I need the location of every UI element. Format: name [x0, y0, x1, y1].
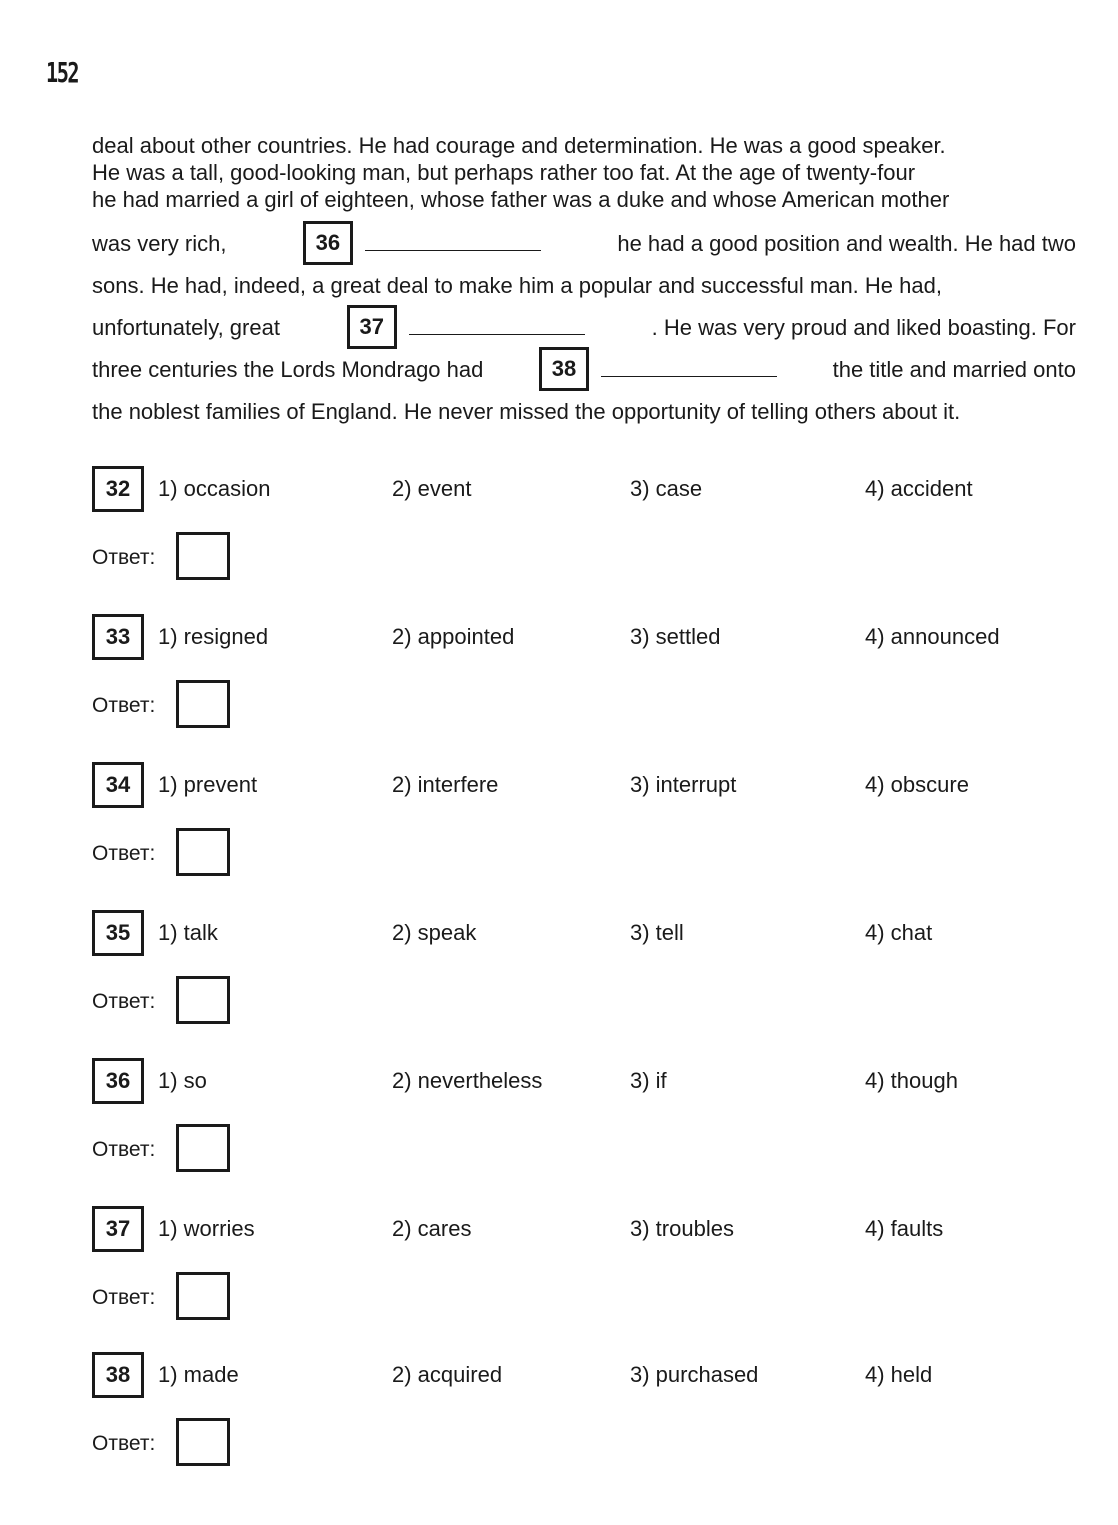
passage-line: unfortunately, great 37 . He was very proud and liked boasting. For	[92, 306, 1076, 348]
option-1: 1) made	[158, 1362, 239, 1387]
option-2: 2) appointed	[392, 624, 515, 649]
option-1: 1) worries	[158, 1216, 255, 1241]
answer-box[interactable]	[176, 680, 230, 728]
answer-box[interactable]	[176, 1124, 230, 1172]
question-block	[92, 466, 1092, 582]
passage-line: sons. He had, indeed, a great deal to make him a popular and successful man. He had,	[92, 272, 942, 298]
option-2: 2) speak	[392, 920, 477, 945]
answer-label: Ответ:	[92, 990, 156, 1013]
option-4: 4) announced	[865, 624, 1000, 649]
option-2: 2) cares	[392, 1216, 472, 1241]
answer-box[interactable]	[176, 532, 230, 580]
passage-line: the noblest families of England. He never missed the opportunity of telling others about it.	[92, 398, 961, 424]
question-number: 37	[92, 1206, 144, 1252]
gap-number-38: 38	[539, 347, 589, 391]
answer-box[interactable]	[176, 1272, 230, 1320]
answer-box[interactable]	[176, 1418, 230, 1466]
question-block	[92, 910, 1092, 1026]
option-3: 3) tell	[630, 920, 684, 945]
question-block	[92, 1206, 1092, 1322]
option-1: 1) talk	[158, 920, 218, 945]
option-4: 4) obscure	[865, 772, 969, 797]
question-number: 33	[92, 614, 144, 660]
answer-box[interactable]	[176, 828, 230, 876]
option-2: 2) interfere	[392, 772, 499, 797]
question-number: 38	[92, 1352, 144, 1398]
question-number: 36	[92, 1058, 144, 1104]
option-3: 3) troubles	[630, 1216, 734, 1241]
option-2: 2) nevertheless	[392, 1068, 543, 1093]
passage-line: he had married a girl of eighteen, whose father was a duke and whose American mother	[92, 187, 950, 212]
question-block	[92, 1058, 1092, 1174]
question-number: 35	[92, 910, 144, 956]
answer-label: Ответ:	[92, 546, 156, 569]
question-block	[92, 614, 1092, 730]
question-block	[92, 1352, 1092, 1468]
answer-label: Ответ:	[92, 1138, 156, 1161]
answer-box[interactable]	[176, 976, 230, 1024]
gap-number-37: 37	[347, 305, 397, 349]
answer-label: Ответ:	[92, 1286, 156, 1309]
answer-blank-37	[409, 320, 585, 335]
passage-line: He was a tall, good-looking man, but perhaps rather too fat. At the age of twenty-four	[92, 160, 916, 185]
option-4: 4) held	[865, 1362, 933, 1387]
option-3: 3) if	[630, 1068, 667, 1093]
option-3: 3) purchased	[630, 1362, 759, 1387]
answer-blank-36	[365, 236, 541, 251]
question-block	[92, 762, 1092, 878]
option-2: 2) event	[392, 476, 472, 501]
gap-number-36: 36	[303, 221, 353, 265]
option-1: 1) so	[158, 1068, 207, 1093]
question-number: 34	[92, 762, 144, 808]
option-4: 4) though	[865, 1068, 958, 1093]
option-4: 4) faults	[865, 1216, 944, 1241]
answer-label: Ответ:	[92, 694, 156, 717]
passage-line: deal about other countries. He had courage and determination. He was a good speaker.	[92, 133, 946, 158]
page-number: 152	[46, 56, 79, 89]
passage-line: was very rich, 36 he had a good position and wealth. He had two	[92, 222, 1076, 264]
passage-line: three centuries the Lords Mondrago had 38 the title and married onto	[92, 348, 1076, 390]
reading-passage	[92, 132, 1076, 432]
option-1: 1) prevent	[158, 772, 258, 797]
option-3: 3) case	[630, 476, 703, 501]
answer-label: Ответ:	[92, 842, 156, 865]
answer-label: Ответ:	[92, 1432, 156, 1455]
option-3: 3) settled	[630, 624, 721, 649]
option-1: 1) resigned	[158, 624, 269, 649]
option-3: 3) interrupt	[630, 772, 737, 797]
option-1: 1) occasion	[158, 476, 271, 501]
question-number: 32	[92, 466, 144, 512]
option-4: 4) accident	[865, 476, 973, 501]
option-2: 2) acquired	[392, 1362, 503, 1387]
answer-blank-38	[601, 362, 777, 377]
option-4: 4) chat	[865, 920, 933, 945]
